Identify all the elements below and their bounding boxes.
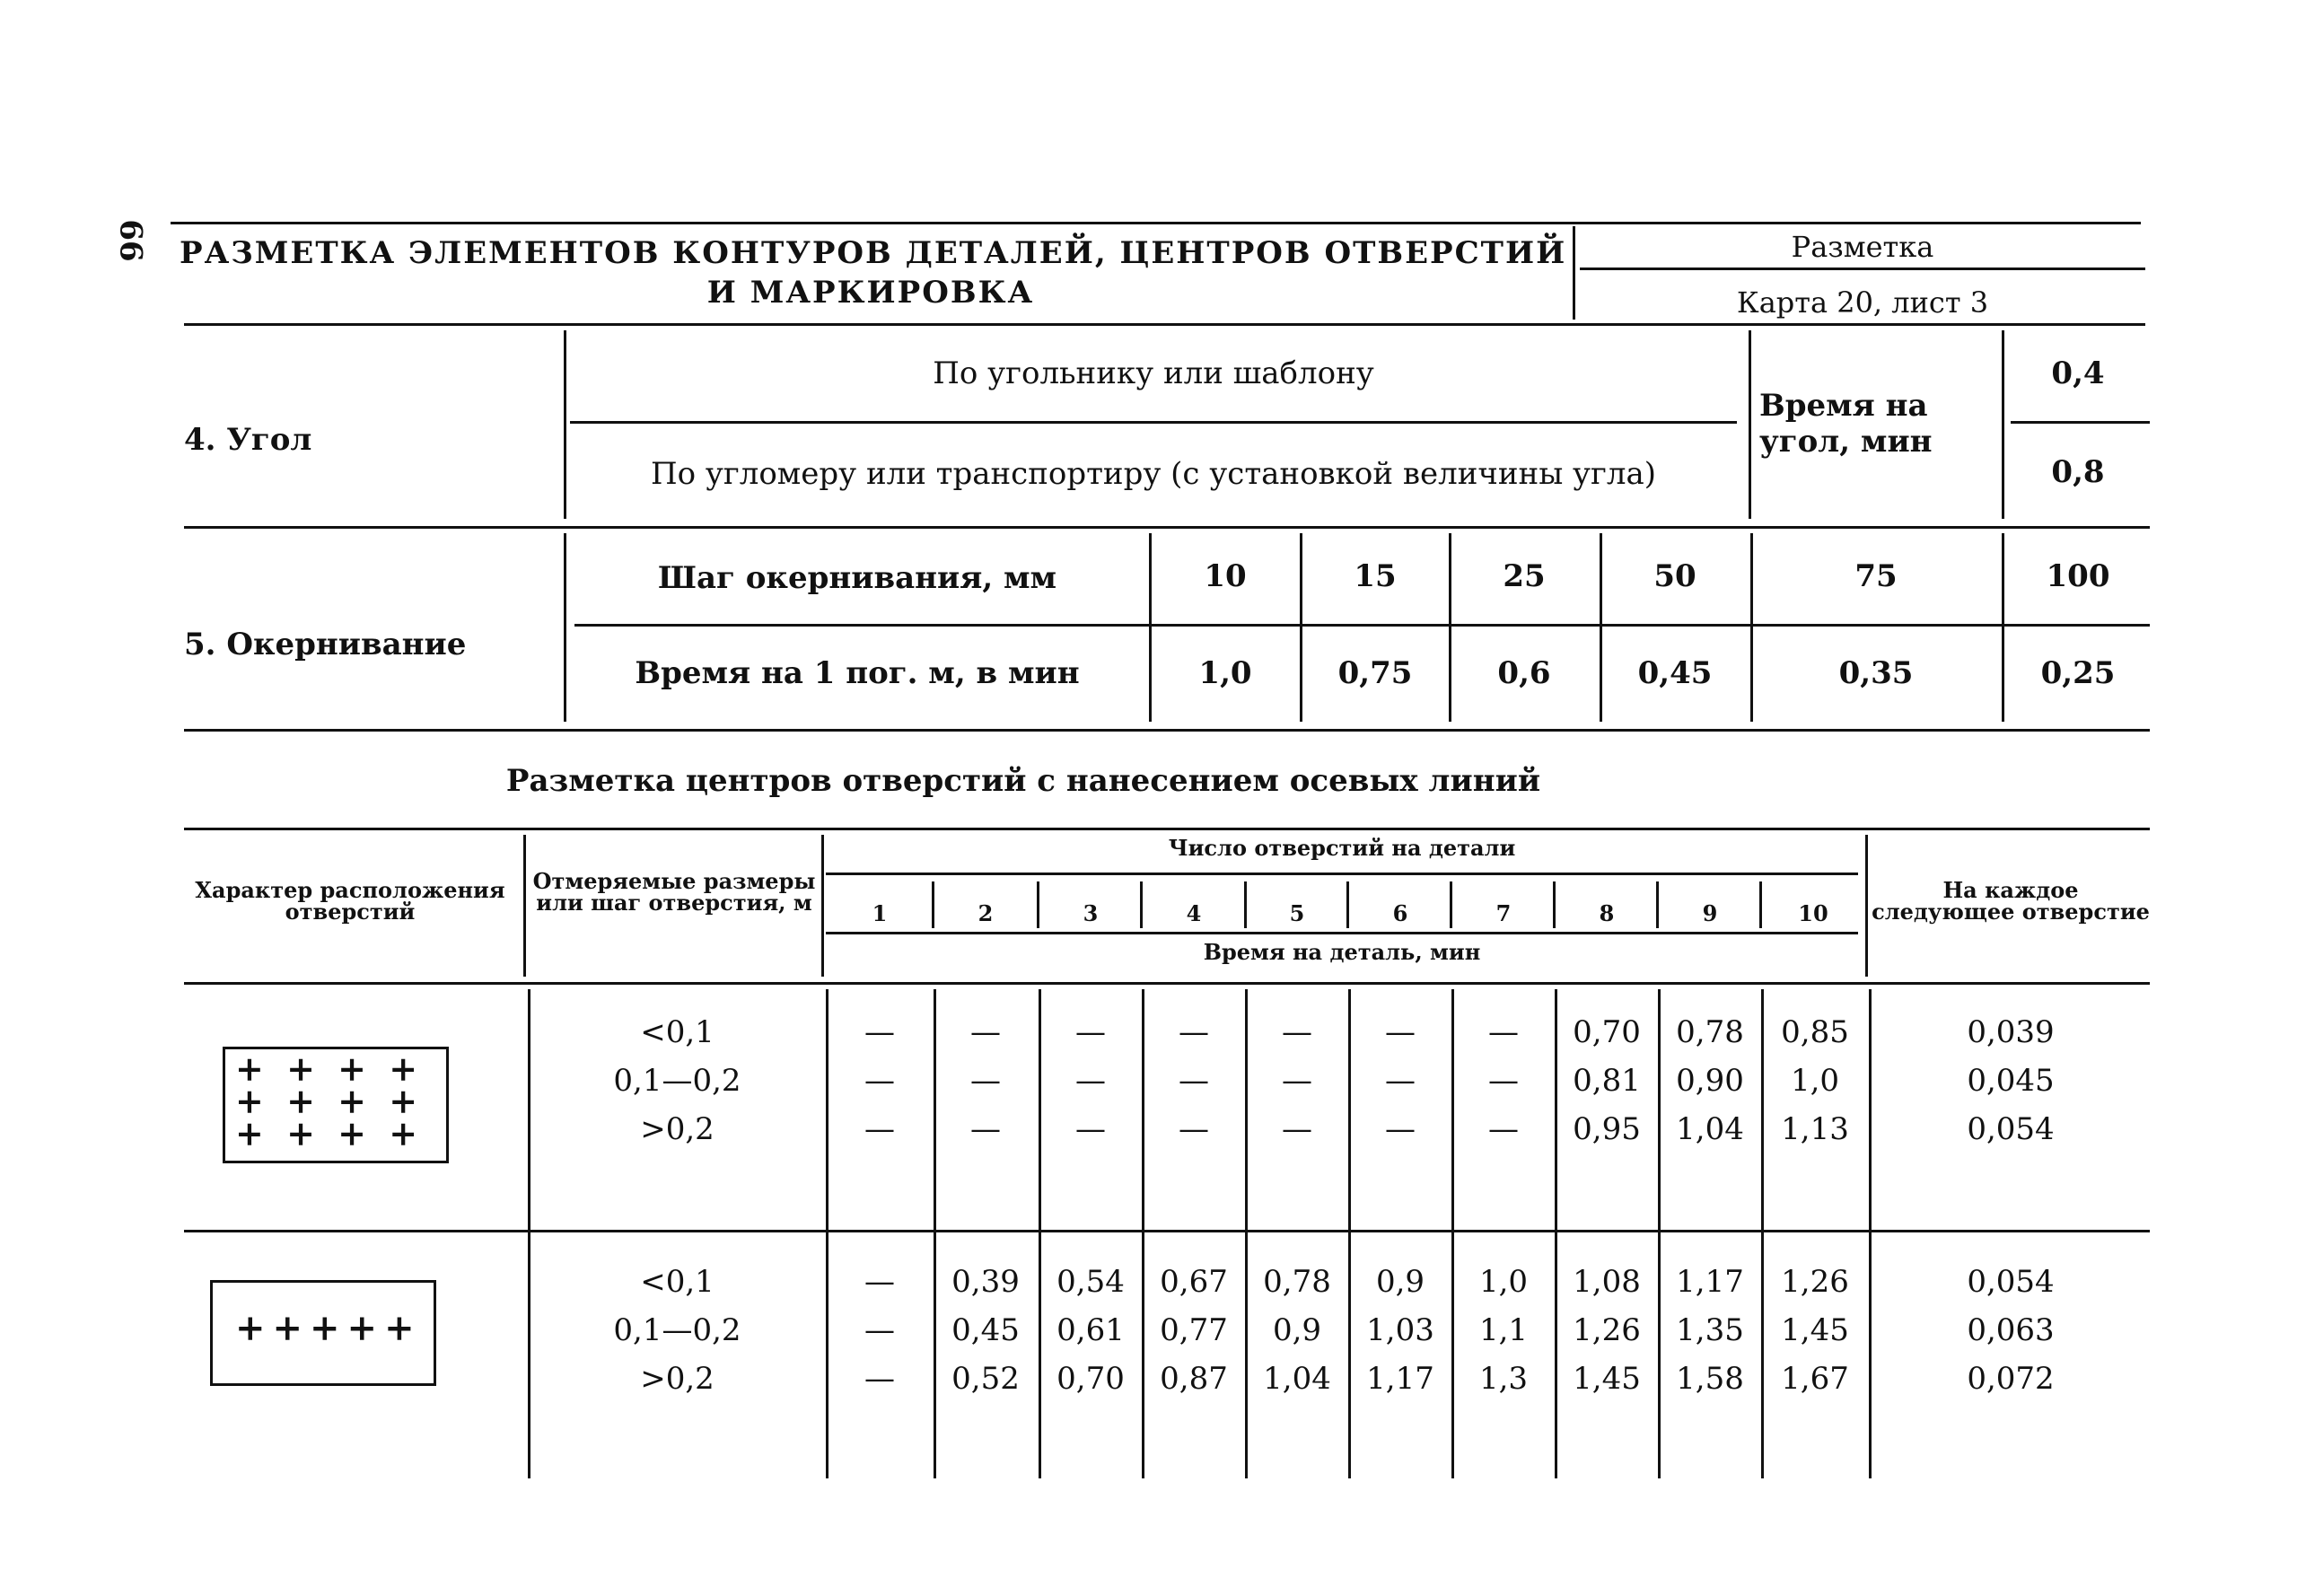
time-value: — xyxy=(1385,1111,1416,1147)
time-value: 1,17 xyxy=(1366,1361,1434,1397)
kerning-time: 1,0 xyxy=(1198,655,1252,691)
grid-pattern-row: + + + + xyxy=(235,1081,424,1121)
time-value: — xyxy=(864,1312,895,1348)
time-value: — xyxy=(1385,1063,1416,1099)
holes-title: Разметка центров отверстий с нанесением осевых линий xyxy=(505,763,1541,799)
time-value: 1,17 xyxy=(1676,1264,1744,1300)
angle-value-1: 0,4 xyxy=(2051,355,2105,391)
time-value: 0,54 xyxy=(1056,1264,1125,1300)
kerning-step: 100 xyxy=(2046,558,2110,594)
size-value: 0,1—0,2 xyxy=(613,1063,741,1099)
page-number: 66 xyxy=(112,219,149,262)
time-value: 1,13 xyxy=(1781,1111,1849,1147)
kerning-time: 0,35 xyxy=(1838,655,1914,691)
time-value: 0,52 xyxy=(951,1361,1020,1397)
time-value: — xyxy=(1385,1014,1416,1050)
row-pattern-row: +++++ xyxy=(235,1307,422,1349)
kerning-step-label: Шаг окернивания, мм xyxy=(657,560,1057,596)
size-value: <0,1 xyxy=(640,1014,715,1050)
kerning-step: 10 xyxy=(1204,558,1247,594)
size-value: >0,2 xyxy=(640,1111,715,1147)
count-header: 2 xyxy=(978,900,994,926)
time-value: — xyxy=(864,1111,895,1147)
col-arrangement: Характер расположения отверстий xyxy=(195,877,505,925)
col-count: Число отверстий на детали xyxy=(1168,835,1516,861)
time-value: 1,35 xyxy=(1676,1312,1744,1348)
each-value: 0,054 xyxy=(1967,1264,2055,1300)
time-value: 0,70 xyxy=(1056,1361,1125,1397)
count-header: 6 xyxy=(1392,900,1408,926)
time-value: 0,39 xyxy=(951,1264,1020,1300)
card-label: Карта 20, лист 3 xyxy=(1736,285,1989,320)
time-value: — xyxy=(1075,1111,1106,1147)
time-value: 1,04 xyxy=(1676,1111,1744,1147)
time-value: — xyxy=(1488,1063,1519,1099)
time-value: — xyxy=(970,1014,1001,1050)
count-header: 10 xyxy=(1798,900,1828,926)
time-value: — xyxy=(864,1361,895,1397)
count-header: 1 xyxy=(872,900,888,926)
time-value: — xyxy=(1282,1111,1312,1147)
time-value: 1,04 xyxy=(1263,1361,1331,1397)
page-title-line2: И МАРКИРОВКА xyxy=(706,275,1035,311)
time-value: 0,9 xyxy=(1375,1264,1425,1300)
section-label: Разметка xyxy=(1791,230,1934,264)
time-value: 0,67 xyxy=(1160,1264,1228,1300)
time-value: 0,78 xyxy=(1263,1264,1331,1300)
time-value: 1,58 xyxy=(1676,1361,1744,1397)
time-value: 0,90 xyxy=(1676,1063,1744,1099)
time-value: — xyxy=(864,1264,895,1300)
time-value: 0,87 xyxy=(1160,1361,1228,1397)
each-value: 0,039 xyxy=(1967,1014,2055,1050)
angle-label: 4. Угол xyxy=(184,422,312,458)
time-value: 0,45 xyxy=(951,1312,1020,1348)
time-value: 1,26 xyxy=(1781,1264,1849,1300)
kerning-time: 0,25 xyxy=(2040,655,2116,691)
time-value: — xyxy=(970,1111,1001,1147)
time-value: 1,26 xyxy=(1573,1312,1641,1348)
count-header: 5 xyxy=(1289,900,1305,926)
time-value: — xyxy=(1179,1063,1209,1099)
each-value: 0,063 xyxy=(1967,1312,2055,1348)
kerning-step: 75 xyxy=(1854,558,1898,594)
count-header: 7 xyxy=(1495,900,1512,926)
time-value: 0,9 xyxy=(1272,1312,1322,1348)
time-value: — xyxy=(1075,1063,1106,1099)
count-header: 9 xyxy=(1702,900,1718,926)
col-each: На каждое следующее отверстие xyxy=(1872,877,2150,925)
time-value: — xyxy=(1179,1111,1209,1147)
each-value: 0,072 xyxy=(1967,1361,2055,1397)
time-value: 1,3 xyxy=(1478,1361,1529,1397)
angle-time-label: Время на угол, мин xyxy=(1759,388,1933,460)
time-value: — xyxy=(1282,1014,1312,1050)
kerning-time: 0,45 xyxy=(1637,655,1713,691)
kerning-time-label: Время на 1 пог. м, в мин xyxy=(635,655,1080,691)
time-value: 0,78 xyxy=(1676,1014,1744,1050)
angle-method-1: По угольнику или шаблону xyxy=(933,355,1374,391)
size-value: >0,2 xyxy=(640,1361,715,1397)
time-value: — xyxy=(1075,1014,1106,1050)
col-sizes: Отмеряемые размеры или шаг отверстия, м xyxy=(532,868,816,916)
kerning-label: 5. Окернивание xyxy=(184,627,467,662)
time-value: 1,45 xyxy=(1781,1312,1849,1348)
time-value: — xyxy=(1179,1014,1209,1050)
time-value: — xyxy=(1282,1063,1312,1099)
time-value: — xyxy=(1488,1014,1519,1050)
each-value: 0,054 xyxy=(1967,1111,2055,1147)
size-value: <0,1 xyxy=(640,1264,715,1300)
count-header: 3 xyxy=(1083,900,1099,926)
col-time: Время на деталь, мин xyxy=(1203,939,1481,965)
time-value: 0,70 xyxy=(1573,1014,1641,1050)
time-value: 0,77 xyxy=(1160,1312,1228,1348)
time-value: 1,0 xyxy=(1478,1264,1529,1300)
each-value: 0,045 xyxy=(1967,1063,2055,1099)
time-value: 1,0 xyxy=(1790,1063,1840,1099)
time-value: — xyxy=(864,1063,895,1099)
time-value: 0,85 xyxy=(1781,1014,1849,1050)
time-value: — xyxy=(970,1063,1001,1099)
count-header: 8 xyxy=(1599,900,1615,926)
grid-pattern-row: + + + + xyxy=(235,1113,424,1153)
time-value: 1,45 xyxy=(1573,1361,1641,1397)
time-value: 1,67 xyxy=(1781,1361,1849,1397)
count-header: 4 xyxy=(1186,900,1202,926)
time-value: 0,95 xyxy=(1573,1111,1641,1147)
time-value: 1,03 xyxy=(1366,1312,1434,1348)
kerning-step: 15 xyxy=(1354,558,1397,594)
kerning-step: 50 xyxy=(1653,558,1696,594)
time-value: 0,81 xyxy=(1573,1063,1641,1099)
page-title-line1: РАЗМЕТКА ЭЛЕМЕНТОВ КОНТУРОВ ДЕТАЛЕЙ, ЦЕНТРОВ ОТВЕРСТИЙ xyxy=(180,235,1567,271)
angle-method-2: По угломеру или транспортиру (с установкой величины угла) xyxy=(650,456,1657,492)
kerning-step: 25 xyxy=(1503,558,1546,594)
kerning-time: 0,6 xyxy=(1497,655,1551,691)
time-value: — xyxy=(864,1014,895,1050)
time-value: — xyxy=(1488,1111,1519,1147)
grid-pattern-row: + + + + xyxy=(235,1048,424,1089)
kerning-time: 0,75 xyxy=(1337,655,1413,691)
time-value: 1,1 xyxy=(1478,1312,1529,1348)
time-value: 0,61 xyxy=(1056,1312,1125,1348)
time-value: 1,08 xyxy=(1573,1264,1641,1300)
size-value: 0,1—0,2 xyxy=(613,1312,741,1348)
angle-value-2: 0,8 xyxy=(2051,454,2105,490)
